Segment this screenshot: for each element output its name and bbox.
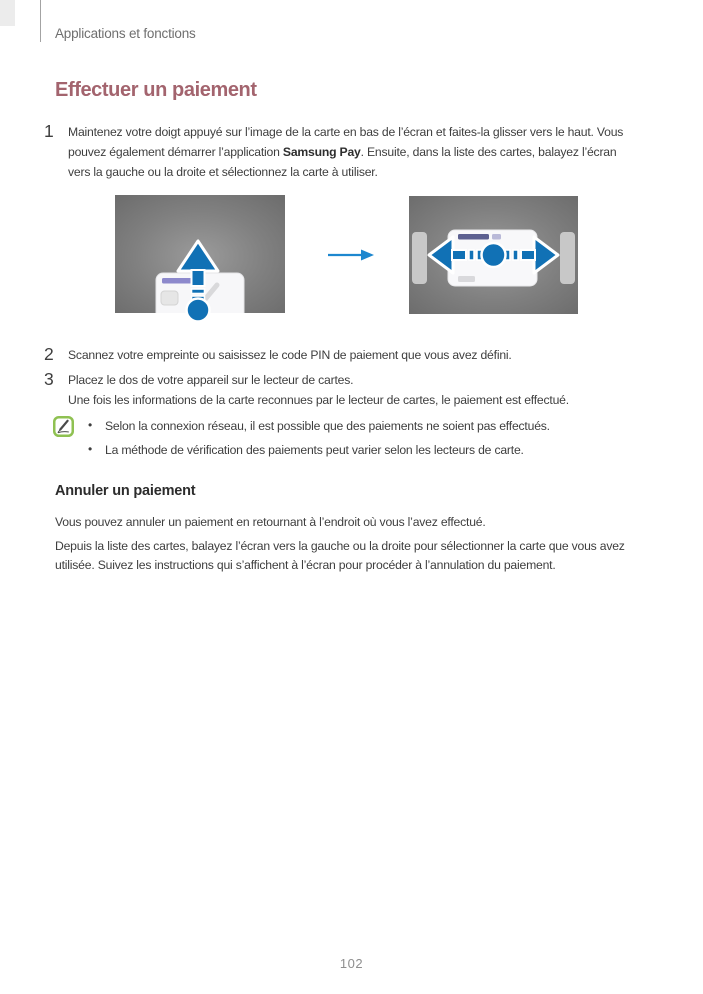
step-1-line-1: Maintenez votre doigt appuyé sur l’image de la carte en bas de l’écran et faites-la glisser vers le haut. Vous: [68, 125, 624, 139]
note-item-2: La méthode de vérification des paiements peut varier selon les lecteurs de carte.: [105, 443, 524, 457]
note-item-1: Selon la connexion réseau, il est possible que des paiements ne soient pas effectués.: [105, 419, 550, 433]
step-1-line-3: vers la gauche ou la droite et sélectionnez la carte à utiliser.: [68, 165, 378, 179]
next-card-edge: [560, 232, 575, 284]
step-1-line-2-after: . Ensuite, dans la liste des cartes, balayez l’écran: [360, 145, 617, 159]
note-pencil-icon-svg: [53, 416, 74, 437]
cancel-paragraph-1: Vous pouvez annuler un paiement en retournant à l’endroit où vous l’avez effectué.: [55, 515, 486, 529]
step-3-text: Placez le dos de votre appareil sur le lecteur de cartes.: [68, 373, 354, 387]
touch-point-icon: [187, 299, 210, 322]
step-2-number: 2: [44, 344, 54, 364]
card-chip: [161, 291, 178, 305]
cancel-paragraph-2-line-2: utilisée. Suivez les instructions qui s’affichent à l’écran pour procéder à l’annulation du paiement.: [55, 558, 556, 572]
running-header: Applications et fonctions: [55, 26, 196, 41]
note-pencil-icon: [53, 416, 74, 437]
figure-card-list-swipe: [409, 196, 578, 314]
previous-card-edge: [412, 232, 427, 284]
step-2-text: Scannez votre empreinte ou saisissez le code PIN de paiement que vous avez défini.: [68, 348, 512, 362]
transition-arrow-icon: [328, 249, 374, 261]
figure-swipe-card-up-svg: [115, 195, 285, 327]
scan-corner-artifact: [0, 0, 15, 26]
step-1-text: [68, 122, 623, 182]
figure-swipe-card-up: [115, 195, 285, 327]
transition-arrow-svg: [328, 249, 374, 261]
touch-point-icon: [482, 243, 506, 267]
cancel-paragraph-2-line-1: Depuis la liste des cartes, balayez l’écran vers la gauche ou la droite pour sélectionner la carte que vous avez: [55, 539, 625, 553]
card-number-mark: [458, 276, 475, 282]
section-title-effectuer-un-paiement: Effectuer un paiement: [55, 79, 257, 101]
step-3-subtext: Une fois les informations de la carte reconnues par le lecteur de cartes, le paiement est effectué.: [68, 393, 569, 407]
samsung-pay-bold-label: Samsung Pay: [282, 145, 361, 159]
note-bullet-1: •: [88, 418, 93, 432]
note-bullet-2: •: [88, 442, 93, 456]
header-divider-line: [40, 0, 41, 42]
step-3-number: 3: [44, 369, 54, 389]
step-1-number: 1: [44, 121, 54, 141]
page-number: 102: [339, 956, 364, 971]
cancel-paragraph-2: [55, 537, 625, 575]
figure-card-list-swipe-svg: [409, 196, 578, 314]
step-1-line-2-before: pouvez également démarrer l’application: [68, 145, 283, 159]
section-title-annuler-un-paiement: Annuler un paiement: [55, 483, 196, 499]
step-1-line-2: [68, 142, 623, 162]
